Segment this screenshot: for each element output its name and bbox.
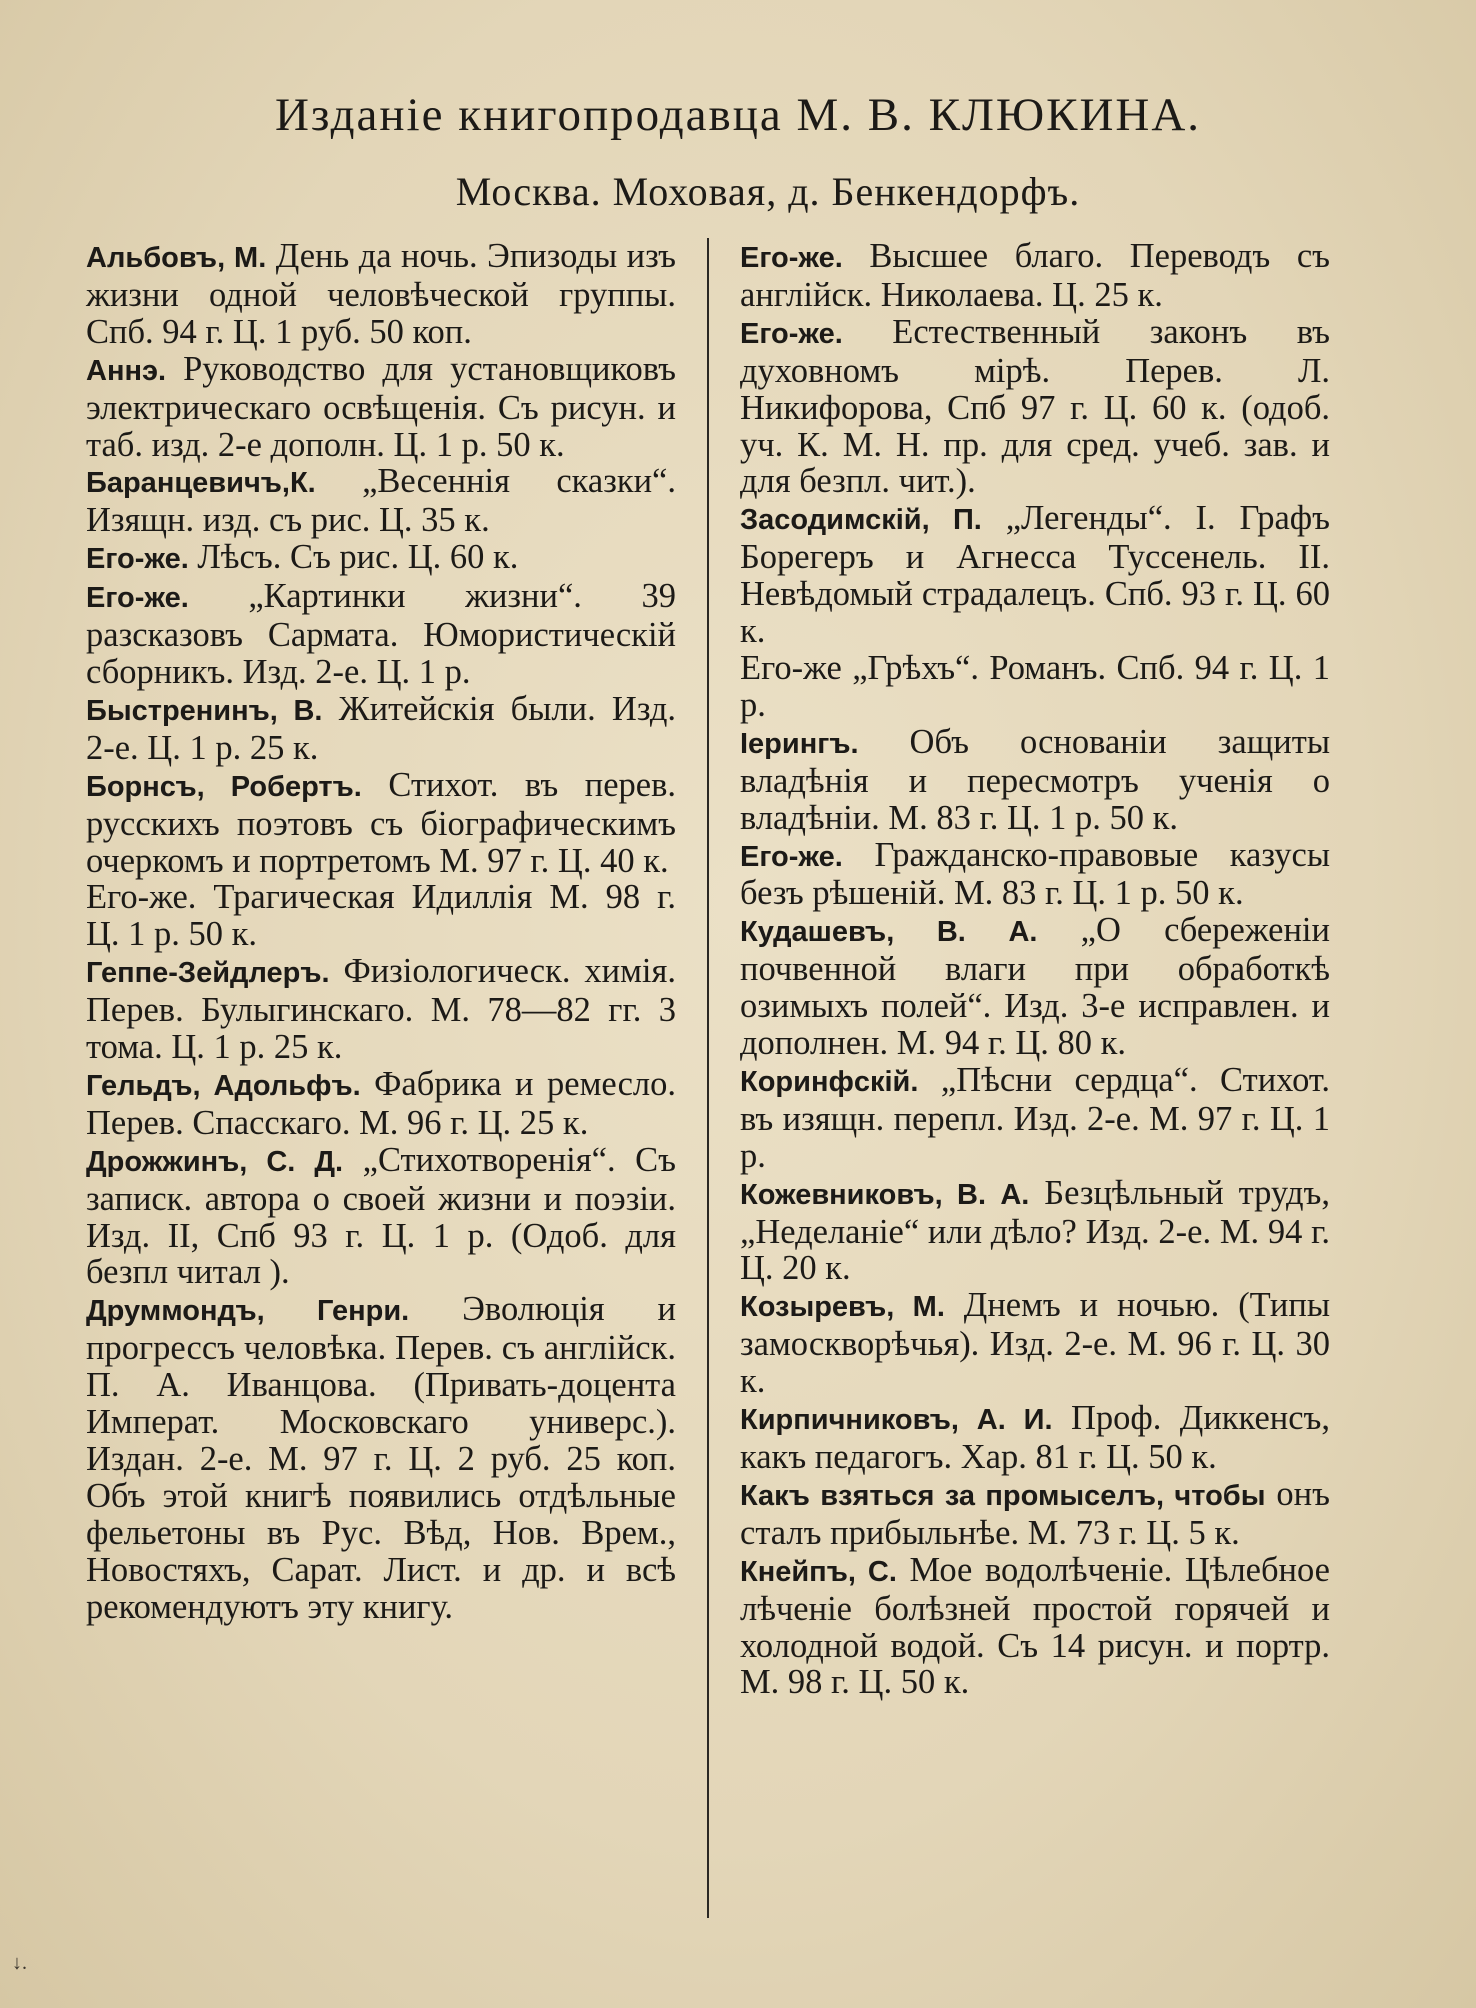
- entry-text: „Пѣсни сердца“. Стихот. въ изящн. перепл. Изд. 2-е. М. 97 г. Ц. 1 р.: [740, 1060, 1330, 1175]
- entry-text: Руководство для установщиковъ электрическаго освѣщенія. Съ рисун. и таб. изд. 2-е дополн. Ц. 1 р. 50 к.: [86, 349, 676, 464]
- entry-author: Коринфскій.: [740, 1065, 919, 1098]
- column-divider: [707, 238, 709, 1918]
- entry-author: Кнейпъ, С.: [740, 1555, 897, 1588]
- catalog-entry: [86, 1291, 676, 1625]
- entry-text: Физіологическ. химія. Перев. Булыгинскаго. М. 78—82 гг. 3 тома. Ц. 1 р. 25 к.: [86, 952, 676, 1067]
- catalog-entry: [86, 578, 676, 691]
- catalog-entry: [740, 912, 1330, 1062]
- catalog-entry: [740, 500, 1330, 650]
- entry-author: Его-же.: [740, 242, 843, 274]
- catalog-entry: [740, 314, 1330, 501]
- entry-author: Кирпичниковъ, А. И.: [740, 1404, 1053, 1437]
- entry-author: Козыревъ, М.: [740, 1291, 945, 1324]
- catalog-entry: [740, 1552, 1330, 1702]
- entry-author: Альбовъ, М.: [86, 242, 267, 274]
- entry-text: Объ основаніи защиты владѣнія и пересмотръ ученія о владѣніи. М. 83 г. Ц. 1 р. 50 к.: [740, 722, 1330, 837]
- entry-text: „Стихотворенія“. Съ запиcк. автора о своей жизни и поэзіи. Изд. II, Спб 93 г. Ц. 1 р. (Одоб. для безпл читал ).: [86, 1140, 676, 1292]
- entry-text: Лѣсъ. Съ рис. Ц. 60 к.: [188, 538, 519, 577]
- entry-author: Гельдъ, Адольфъ.: [86, 1069, 361, 1102]
- entry-text: Фабрика и ремесло. Перев. Спасскаго. М. 96 г. Ц. 25 к.: [86, 1064, 676, 1142]
- catalog-entry: [86, 879, 676, 953]
- catalog-entry: [86, 691, 676, 767]
- catalog-entry: [86, 1066, 676, 1142]
- catalog-entry: [86, 539, 676, 578]
- entry-text: Житейскія были. Изд. 2-е. Ц. 1 р. 25 к.: [86, 689, 676, 767]
- entry-text: „Весеннія сказки“. Изящн. изд. съ рис. Ц. 35 к.: [86, 462, 676, 540]
- entry-text: Его-же. Трагическая Идиллія М. 98 г. Ц. 1 р. 50 к.: [86, 878, 676, 954]
- catalog-entry: [86, 351, 676, 464]
- right-column: [740, 238, 1330, 1701]
- entry-text: „Легенды“. I. Графъ Борегеръ и Агнесса Тусcенель. II. Невѣдомый страдалецъ. Спб. 93 г. Ц. 60 к.: [740, 499, 1330, 651]
- entry-author: Баранцевичъ,К.: [86, 467, 316, 500]
- entry-text: Эволюція и прогрессъ человѣка. Перев. съ англійск. П. А. Иванцова. (Привать-доцента Императ. Московскаго универс.). Издан. 2-е. М. 97 г. Ц. 2 руб. 25 коп. Объ этой книгѣ появились отдѣльные фельетоны въ Рус. Вѣд, Нов. Врем., Новостяхъ, Сарат. Лист. и др. и всѣ рекомендуютъ эту книгу.: [86, 1290, 677, 1626]
- entry-author: Аннэ.: [86, 354, 167, 387]
- publisher-address: Москва. Моховая, д. Бенкендорфъ.: [455, 169, 1081, 214]
- entry-text: Его-же „Грѣхъ“. Романъ. Спб. 94 г. Ц. 1 р.: [740, 648, 1330, 724]
- entry-author: Дрожжинъ, С. Д.: [86, 1145, 344, 1178]
- catalog-entry: [86, 463, 676, 539]
- left-column: [86, 238, 676, 1626]
- entry-author: Борнсъ, Робертъ.: [86, 770, 362, 803]
- catalog-entry: [86, 238, 676, 351]
- catalog-entry: [740, 1287, 1330, 1400]
- entry-author: Кожевниковъ, В. А.: [740, 1178, 1030, 1211]
- catalog-entry: [740, 1476, 1330, 1552]
- entry-author: Его-же.: [86, 582, 189, 615]
- catalog-entry: [86, 1142, 676, 1292]
- entry-text: Гражданско-правовые казусы безъ рѣшеній. М. 83 г. Ц. 1 р. 50 к.: [740, 835, 1330, 913]
- entry-text: Естественный законъ въ духовномъ мірѣ. Перев. Л. Никифорова, Спб 97 г. Ц. 60 к. (одоб. уч. К. М. Н. пр. для сред. учеб. зав. и для безпл. чит.).: [740, 312, 1330, 501]
- entry-author: Его-же.: [86, 543, 189, 576]
- entry-author: Его-же.: [740, 840, 843, 873]
- catalog-entry: [740, 837, 1330, 913]
- page-title: Изданіе книгопродавца М. В. КЛЮКИНА.: [274, 89, 1202, 141]
- entry-text: Мое водолѣченіе. Цѣлебное лѣченіе болѣзней простой горячей и холодной водой. Съ 14 рисун. и портр. М. 98 г. Ц. 50 к.: [740, 1550, 1330, 1702]
- entry-text: „О сбереженіи почвенной влаги при обработкѣ озимыхъ полей“. Изд. 3-е исправлен. и дополнен. М. 94 г. Ц. 80 к.: [740, 911, 1330, 1063]
- entry-text: онъ сталъ прибыльнѣе. М. 73 г. Ц. 5 к.: [740, 1474, 1330, 1552]
- catalog-entry: [740, 238, 1330, 314]
- entry-text: Днемъ и ночью. (Типы замоскворѣчья). Изд. 2-е. М. 96 г. Ц. 30 к.: [740, 1286, 1331, 1401]
- entry-text: Проф. Диккенсъ, какъ педагогъ. Хар. 81 г. Ц. 50 к.: [740, 1399, 1331, 1476]
- corner-mark: ↓.: [12, 1952, 27, 1974]
- entry-text: Безцѣльный трудъ, „Неделаніе“ или дѣло? Изд. 2-е. М. 94 г. Ц. 20 к.: [740, 1173, 1330, 1288]
- entry-author: Друммондъ, Генри.: [86, 1295, 410, 1328]
- entry-author: Геппе-Зейдлеръ.: [86, 957, 330, 990]
- entry-author: Его-же.: [740, 317, 843, 350]
- catalog-entry: [740, 1400, 1330, 1476]
- entry-text: „Картинки жизни“. 39 разсказовъ Сармата. Юмористическій сборникъ. Изд. 2-е. Ц. 1 р.: [86, 577, 676, 691]
- entry-text: Стихот. въ перев. русскихъ поэтовъ съ біографическимъ очеркомъ и портретомъ М. 97 г. Ц. 40 к.: [86, 765, 676, 880]
- entry-author: Іерингъ.: [740, 727, 859, 760]
- catalog-entry: [86, 767, 676, 880]
- catalog-entry: [740, 1175, 1330, 1288]
- catalog-entry: [740, 650, 1330, 724]
- entry-author: Быстренинъ, В.: [86, 694, 323, 727]
- catalog-entry: [740, 1062, 1330, 1175]
- entry-author: Какъ взяться за промыселъ, чтобы: [740, 1479, 1266, 1512]
- entry-author: Кудашевъ, В. А.: [740, 916, 1038, 949]
- entry-author: Засодимскій, П.: [740, 504, 982, 537]
- entry-text: День да ночь. Эпизоды изъ жизни одной человѣческой группы. Спб. 94 г. Ц. 1 руб. 50 коп.: [86, 237, 676, 351]
- catalog-entry: [740, 724, 1330, 837]
- catalog-entry: [86, 953, 676, 1066]
- entry-text: Высшее благо. Переводъ съ англійск. Николаева. Ц. 25 к.: [740, 237, 1330, 314]
